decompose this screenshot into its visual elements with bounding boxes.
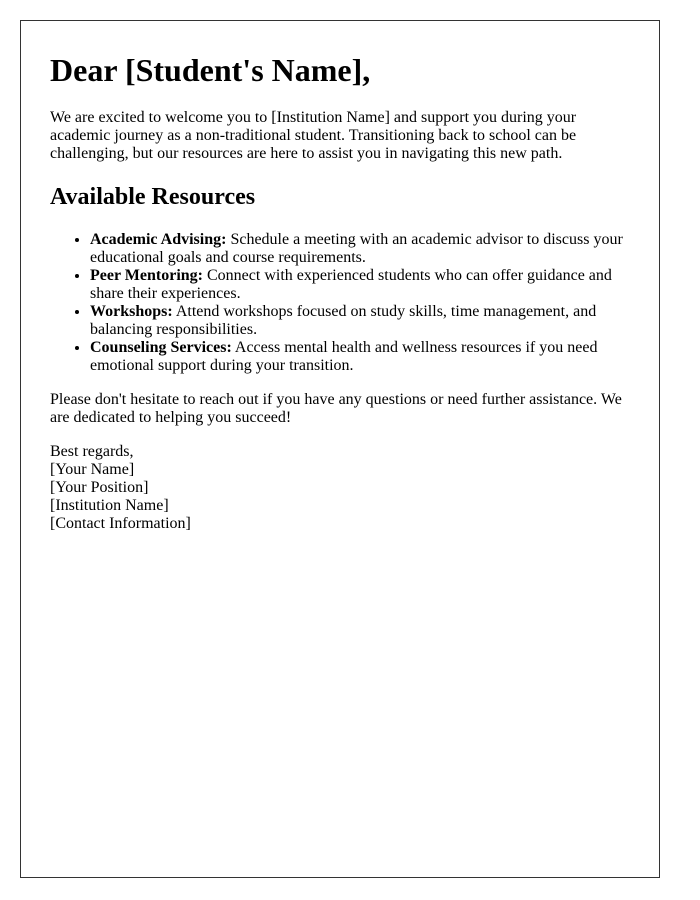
- sender-institution: [Institution Name]: [50, 497, 169, 514]
- resource-title: Counseling Services:: [90, 339, 232, 356]
- resource-item-peer-mentoring: [90, 267, 634, 303]
- letter-greeting: Dear [Student's Name],: [50, 52, 371, 88]
- closing-paragraph: Please don't hesitate to reach out if you have any questions or need further assistance. We are dedicated to helping you succeed!: [50, 391, 622, 426]
- resource-item-academic-advising: [90, 231, 634, 267]
- resource-description: Access mental health and wellness resources if you need emotional support during your transition.: [90, 339, 598, 374]
- sender-position: [Your Position]: [50, 479, 149, 496]
- regards-line: Best regards,: [50, 443, 134, 460]
- sender-name: [Your Name]: [50, 461, 135, 478]
- intro-paragraph: We are excited to welcome you to [Institution Name] and support you during your academic journey as a non-traditional student. Transitioning back to school can be challenging, but our resources are here to assist you in navigating this new path.: [50, 109, 577, 162]
- sender-contact: [Contact Information]: [50, 515, 191, 532]
- resources-list: [50, 231, 634, 375]
- resource-title: Academic Advising:: [90, 231, 227, 248]
- resource-description: Schedule a meeting with an academic advisor to discuss your educational goals and course requirements.: [90, 231, 623, 266]
- resource-title: Workshops:: [90, 303, 173, 320]
- signature-block: [50, 443, 634, 533]
- resource-title: Peer Mentoring:: [90, 267, 203, 284]
- resources-heading: Available Resources: [50, 184, 256, 210]
- resource-description: Attend workshops focused on study skills, time management, and balancing responsibilities.: [90, 303, 597, 338]
- letter-page: [20, 20, 660, 878]
- resource-item-counseling-services: [90, 339, 634, 375]
- resource-item-workshops: [90, 303, 634, 339]
- resource-description: Connect with experienced students who can offer guidance and share their experiences.: [90, 267, 612, 302]
- letter-content: [50, 51, 634, 533]
